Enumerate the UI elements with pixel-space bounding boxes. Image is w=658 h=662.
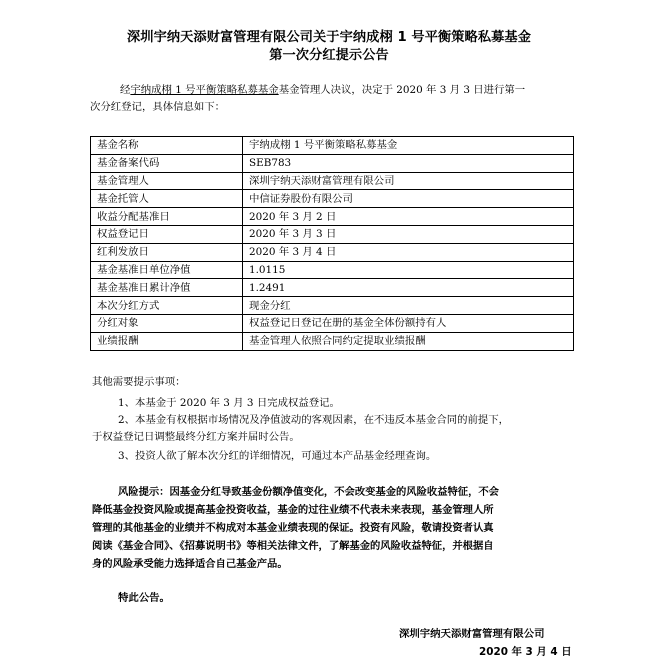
risk-line-1: 风险提示：因基金分红导致基金份额净值变化，不会改变基金的风险收益特征，不会 bbox=[118, 486, 499, 498]
row-value: 宇纳成栩 1 号平衡策略私募基金 bbox=[243, 137, 574, 155]
row-value: 现金分红 bbox=[243, 297, 574, 315]
row-key: 红利发放日 bbox=[91, 243, 243, 261]
intro-prefix: 经 bbox=[120, 84, 131, 96]
intro-line-1 bbox=[120, 82, 525, 99]
note-1: 1、本基金于 2020 年 3 月 3 日完成权益登记。 bbox=[118, 397, 340, 409]
table-row bbox=[91, 243, 574, 261]
title-line-2: 第一次分红提示公告 bbox=[269, 48, 389, 63]
row-value: 1.0115 bbox=[243, 261, 574, 279]
row-value: SEB783 bbox=[243, 154, 574, 172]
row-key: 基金备案代码 bbox=[91, 154, 243, 172]
row-key: 收益分配基准日 bbox=[91, 208, 243, 226]
table-row bbox=[91, 208, 574, 226]
note-3: 3、投资人欲了解本次分红的详细情况，可通过本产品基金经理查询。 bbox=[118, 450, 437, 462]
row-value: 权益登记日登记在册的基金全体份额持有人 bbox=[243, 314, 574, 332]
table-row bbox=[91, 172, 574, 190]
closing-text: 特此公告。 bbox=[118, 592, 170, 604]
row-key: 基金管理人 bbox=[91, 172, 243, 190]
row-value: 基金管理人依照合同约定提取业绩报酬 bbox=[243, 332, 574, 350]
risk-line-2: 降低基金投资风险或提高基金投资收益，基金的过往业绩不代表未来表现，基金管理人所 bbox=[92, 504, 494, 516]
row-key: 权益登记日 bbox=[91, 225, 243, 243]
row-value: 2020 年 3 月 4 日 bbox=[243, 243, 574, 261]
table-row bbox=[91, 297, 574, 315]
table-row bbox=[91, 314, 574, 332]
risk-line-4: 阅读《基金合同》、《招募说明书》等相关法律文件，了解基金的风险收益特征，并根据自 bbox=[92, 540, 494, 552]
note-2-line-2: 于权益登记日调整最终分红方案并届时公告。 bbox=[92, 431, 300, 443]
row-value: 中信证券股份有限公司 bbox=[243, 190, 574, 208]
row-key: 业绩报酬 bbox=[91, 332, 243, 350]
table-row bbox=[91, 154, 574, 172]
note-2-line-1: 2、本基金有权根据市场情况及净值波动的客观因素，在不违反本基金合同的前提下， bbox=[118, 414, 510, 426]
table-row bbox=[91, 225, 574, 243]
table-row bbox=[91, 190, 574, 208]
row-key: 基金基准日累计净值 bbox=[91, 279, 243, 297]
intro-line-2: 次分红登记，具体信息如下： bbox=[90, 101, 226, 113]
row-value: 2020 年 3 月 2 日 bbox=[243, 208, 574, 226]
intro-fund-name: 宇纳成栩 1 号平衡策略私募基金 bbox=[130, 84, 279, 96]
intro-line-1-rest: 基金管理人决议，决定于 2020 年 3 月 3 日进行第一 bbox=[278, 84, 526, 96]
row-key: 基金基准日单位净值 bbox=[91, 261, 243, 279]
row-key: 基金托管人 bbox=[91, 190, 243, 208]
table-row bbox=[91, 137, 574, 155]
notes-heading: 其他需要提示事项： bbox=[92, 376, 186, 388]
table-row bbox=[91, 279, 574, 297]
row-value: 2020 年 3 月 3 日 bbox=[243, 225, 574, 243]
title-line-1: 深圳宇纳天添财富管理有限公司关于宇纳成栩 1 号平衡策略私募基金 bbox=[127, 30, 531, 45]
risk-line-5: 身的风险承受能力选择适合自己基金产品。 bbox=[92, 558, 288, 570]
row-key: 分红对象 bbox=[91, 314, 243, 332]
row-value: 深圳宇纳天添财富管理有限公司 bbox=[243, 172, 574, 190]
row-value: 1.2491 bbox=[243, 279, 574, 297]
row-key: 本次分红方式 bbox=[91, 297, 243, 315]
signature-company: 深圳宇纳天添财富管理有限公司 bbox=[399, 628, 545, 640]
row-key: 基金名称 bbox=[91, 137, 243, 155]
risk-line-3: 管理的其他基金的业绩并不构成对本基金业绩表现的保证。投资有风险，敬请投资者认真 bbox=[92, 522, 494, 534]
fund-info-table bbox=[90, 136, 574, 351]
table-row bbox=[91, 332, 574, 350]
table-row bbox=[91, 261, 574, 279]
signature-date: 2020 年 3 月 4 日 bbox=[479, 646, 572, 658]
